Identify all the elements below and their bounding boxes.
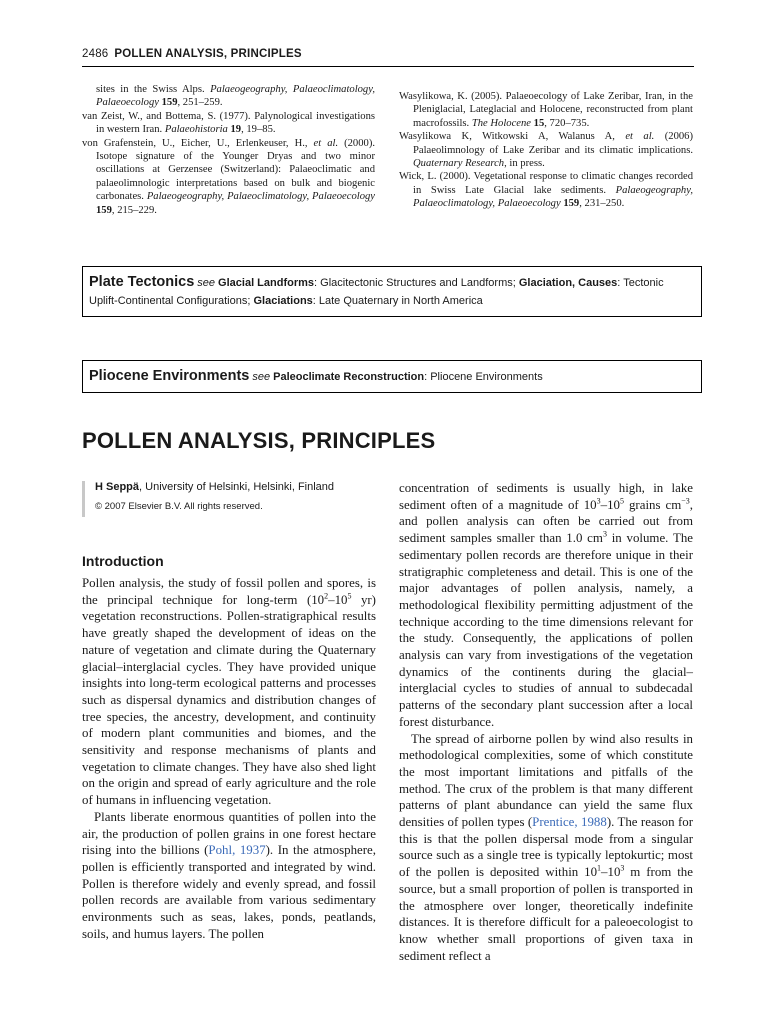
author-affiliation: , University of Helsinki, Helsinki, Finland bbox=[139, 481, 335, 493]
page-number: 2486 bbox=[82, 48, 109, 60]
reference-item: Wick, L. (2000). Vegetational response to climatic changes recorded in Swiss Late Glacial lake sediments. Palaeogeography, Palaeoclimatology, Palaeoecology 159, 231–250. bbox=[399, 171, 693, 210]
citation-link[interactable]: Pohl, 1937 bbox=[208, 843, 266, 858]
body-paragraph: The spread of airborne pollen by wind also results in methodological complexities, some of which constitute the most important limitations and pitfalls of the method. The crux of the problem is that many different patterns of plant abundance can yield the same flux densities of pollen types (Prentice, 1988). The reason for this is that the pollen dispersal mode from a singular source such as a single tree is typically leptokurtic; most of the pollen is deposited within $10^1-10^3$ m from the source, but a small proportion of pollen is transported in the atmosphere over longer, theoretically indefinite distances. It is therefore difficult for a paleoecologist to know whether small proportions of given taxa in sediment reflect a bbox=[399, 731, 693, 963]
cross-reference-link[interactable]: Paleoclimate Reconstruction bbox=[273, 371, 425, 383]
reference-item: Wasylikowa, K. (2005). Palaeoecology of Lake Zeribar, Iran, in the Pleniglacial, Lateglacial and Holocene, reconstructed from plant macrofossils. The Holocene 15, 720–735. bbox=[399, 91, 693, 129]
cross-reference-link[interactable]: Glaciation, Causes bbox=[518, 277, 618, 289]
reference-item: van Zeist, W., and Bottema, S. (1977). Palynological investigations in western Iran. Palaeohistoria 19, 19–85. bbox=[82, 110, 375, 136]
body-column-right bbox=[399, 480, 693, 964]
copyright-notice: © 2007 Elsevier B.V. All rights reserved. bbox=[95, 501, 263, 512]
section-heading: Introduction bbox=[82, 553, 164, 569]
cross-reference-title: Plate Tectonics bbox=[89, 274, 195, 290]
references-right bbox=[399, 90, 693, 211]
citation-link[interactable]: Prentice, 1988 bbox=[532, 815, 607, 830]
author-name: H Seppä bbox=[95, 481, 140, 493]
reference-item: von Grafenstein, U., Eicher, U., Erlenkeuser, H., et al. (2000). Isotope signature of the Younger Dryas and two minor oscillations at Gerzensee (Switzerland): Palaeoclimatic and palaeolimnologic interpretations based on bulk and biogenic carbonates. Palaeogeography, Palaeoclimatology, Palaeoecology 159, 215–229. bbox=[82, 137, 375, 216]
cross-reference-plate-tectonics: Plate Tectonics see Glacial Landforms: Glacitectonic Structures and Landforms; Glaciation, Causes: Tectonic Uplift-Continental Configurations; Glaciations: Late Quaternary in North America bbox=[82, 266, 702, 317]
running-title: POLLEN ANALYSIS, PRINCIPLES bbox=[114, 48, 302, 60]
reference-item: Wasylikowa K, Witkowski A, Walanus A, et al. (2006) Palaeolimnology of Lake Zeribar and its climatic implications. Quaternary Research, in press. bbox=[399, 131, 693, 170]
cross-reference-pliocene-environments: Pliocene Environments see Paleoclimate Reconstruction: Pliocene Environments bbox=[82, 360, 702, 393]
author-sidebar-rule bbox=[82, 481, 85, 517]
cross-reference-link[interactable]: Glaciations bbox=[253, 295, 313, 307]
body-paragraph: Plants liberate enormous quantities of pollen into the air, the production of pollen grains in one forest hectare rising into the billions (Pohl, 1937). In the atmosphere, pollen is efficiently transported and integrated by wind. Pollen is therefore widely and evenly spread, and fossil pollen records are available from various sedimentary environments such as seas, lakes, ponds, peatlands, soils, and humus layers. The pollen bbox=[82, 809, 376, 941]
body-column-left bbox=[82, 575, 376, 942]
body-paragraph: concentration of sediments is usually high, in lake sediment often of a magnitude of $10^3-10^5$ grains $cm^{-3}$, and pollen analysis can often be carried out from sediment samples smaller than 1.0 $cm^3$ in volume. The sedimentary pollen records are therefore unique in their stratigraphic completeness and detail. This is one of the major advantages of pollen analysis, namely, a methodological flexibility permitting adjustment of the technique according to the time dimensions relevant for the study. Consequently, the applications of pollen analysis can vary from investigations of the vegetation dynamics of the continents during the glacial–interglacial cycles to studies of annual to subdecadal patterns of the secondary plant succession after a local forest disturbance. bbox=[399, 481, 693, 729]
header-rule bbox=[82, 66, 694, 67]
article-title: POLLEN ANALYSIS, PRINCIPLES bbox=[82, 428, 436, 453]
cross-reference-title: Pliocene Environments bbox=[89, 368, 250, 384]
reference-item: sites in the Swiss Alps. Palaeogeography, Palaeoclimatology, Palaeoecology 159, 251–259. bbox=[96, 84, 375, 109]
running-head bbox=[82, 48, 302, 60]
cross-reference-link[interactable]: Glacial Landforms bbox=[218, 277, 315, 289]
author-line bbox=[95, 481, 334, 493]
references-left bbox=[82, 83, 375, 217]
body-paragraph: Pollen analysis, the study of fossil pollen and spores, is the principal technique for long-term ($10^2-10^5$ yr) vegetation reconstructions. Pollen-stratigraphical results have greatly shaped the development of ideas on the nature of vegetation and climate during the Quaternary glacial–interglacial cycles. They have provided unique insights into long-term ecological patterns and processes such as dispersal dynamics and distribution changes of tree species, the ancestry, development, and continuity of modern plant communities and biomes, and the sensitivity and response mechanisms of plants and vegetation to climate changes. They have also shed light on the origin and spread of early agriculture and the role of humans in influencing vegetation. bbox=[82, 576, 376, 808]
